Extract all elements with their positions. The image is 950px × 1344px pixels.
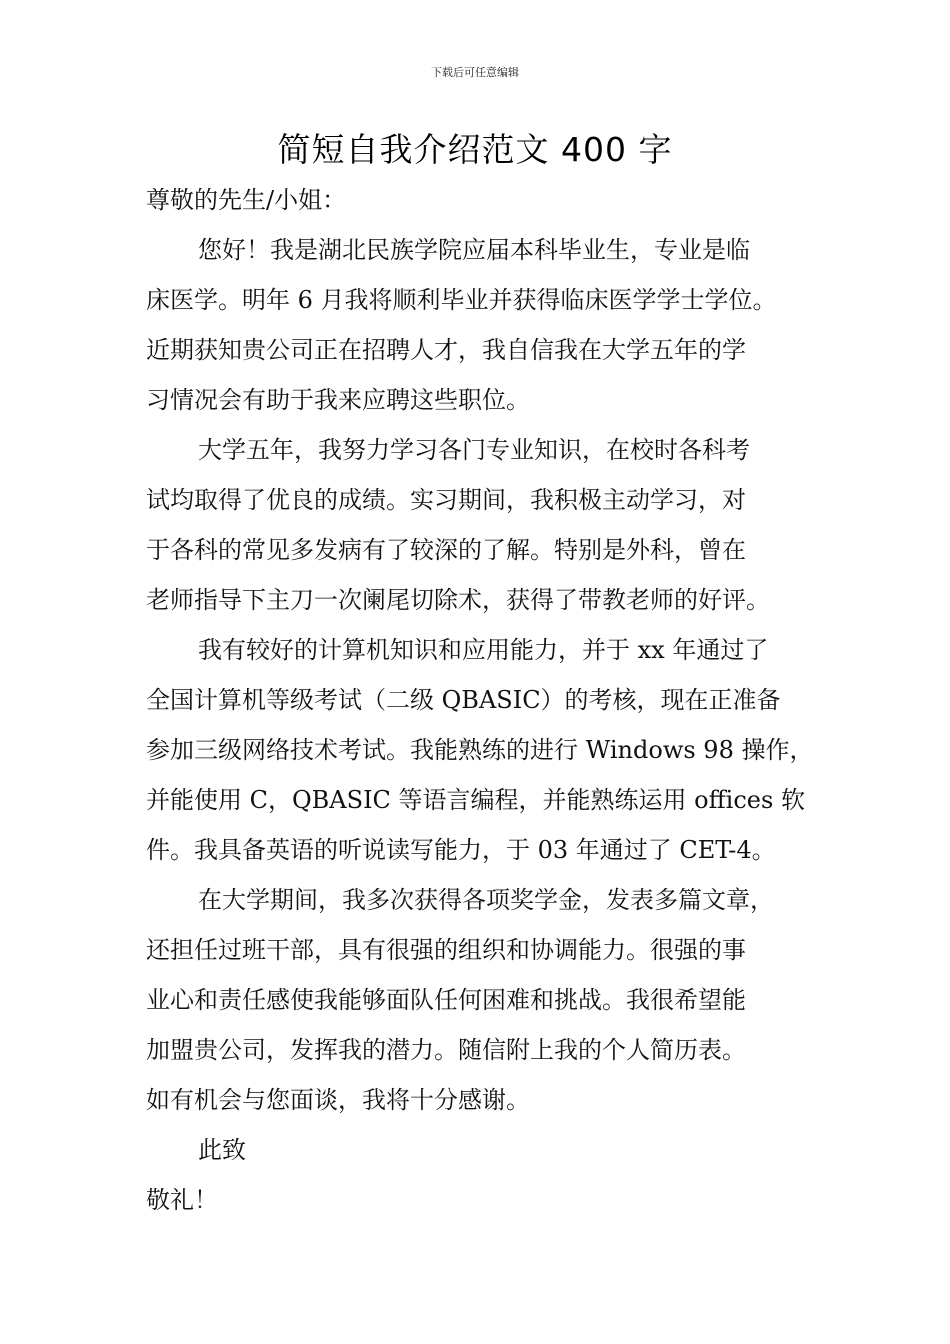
paragraph-2-line-4: 老师指导下主刀一次阑尾切除术，获得了带教老师的好评。 <box>146 586 770 614</box>
paragraph-1-line-3: 近期获知贵公司正在招聘人才，我自信我在大学五年的学 <box>146 336 746 364</box>
closing: 此致 <box>198 1136 246 1164</box>
paragraph-3-line-2: 全国计算机等级考试（二级 QBASIC）的考核，现在正准备 <box>146 686 781 714</box>
paragraph-3-line-1: 我有较好的计算机知识和应用能力，并于 xx 年通过了 <box>198 636 769 664</box>
paragraph-4-line-2: 还担任过班干部，具有很强的组织和协调能力。很强的事 <box>146 936 746 964</box>
paragraph-4-line-5: 如有机会与您面谈，我将十分感谢。 <box>146 1086 530 1114</box>
paragraph-4-line-3: 业心和责任感使我能够面队任何困难和挑战。我很希望能 <box>146 986 746 1014</box>
paragraph-3-line-5: 件。我具备英语的听说读写能力，于 03 年通过了 CET-4。 <box>146 836 776 864</box>
paragraph-3-line-3: 参加三级网络技术考试。我能熟练的进行 Windows 98 操作， <box>146 736 814 764</box>
paragraph-4-line-4: 加盟贵公司，发挥我的潜力。随信附上我的个人简历表。 <box>146 1036 746 1064</box>
document-title: 简短自我介绍范文 400 字 <box>277 130 673 169</box>
header-note: 下载后可任意编辑 <box>431 66 519 79</box>
regards: 敬礼！ <box>146 1186 218 1214</box>
paragraph-2-line-3: 于各科的常见多发病有了较深的了解。特别是外科，曾在 <box>146 536 746 564</box>
paragraph-1-line-4: 习情况会有助于我来应聘这些职位。 <box>146 386 530 414</box>
paragraph-2-line-1: 大学五年，我努力学习各门专业知识，在校时各科考 <box>198 436 750 464</box>
paragraph-4-line-1: 在大学期间，我多次获得各项奖学金，发表多篇文章， <box>198 886 774 914</box>
paragraph-1-line-2: 床医学。明年 6 月我将顺利毕业并获得临床医学学士学位。 <box>146 286 777 314</box>
salutation: 尊敬的先生/小姐： <box>146 186 347 214</box>
paragraph-3-line-4: 并能使用 C，QBASIC 等语言编程，并能熟练运用 offices 软 <box>146 786 805 814</box>
paragraph-2-line-2: 试均取得了优良的成绩。实习期间，我积极主动学习，对 <box>146 486 746 514</box>
letter-body <box>146 175 826 1225</box>
paragraph-1-line-1: 您好！我是湖北民族学院应届本科毕业生，专业是临 <box>198 236 750 264</box>
